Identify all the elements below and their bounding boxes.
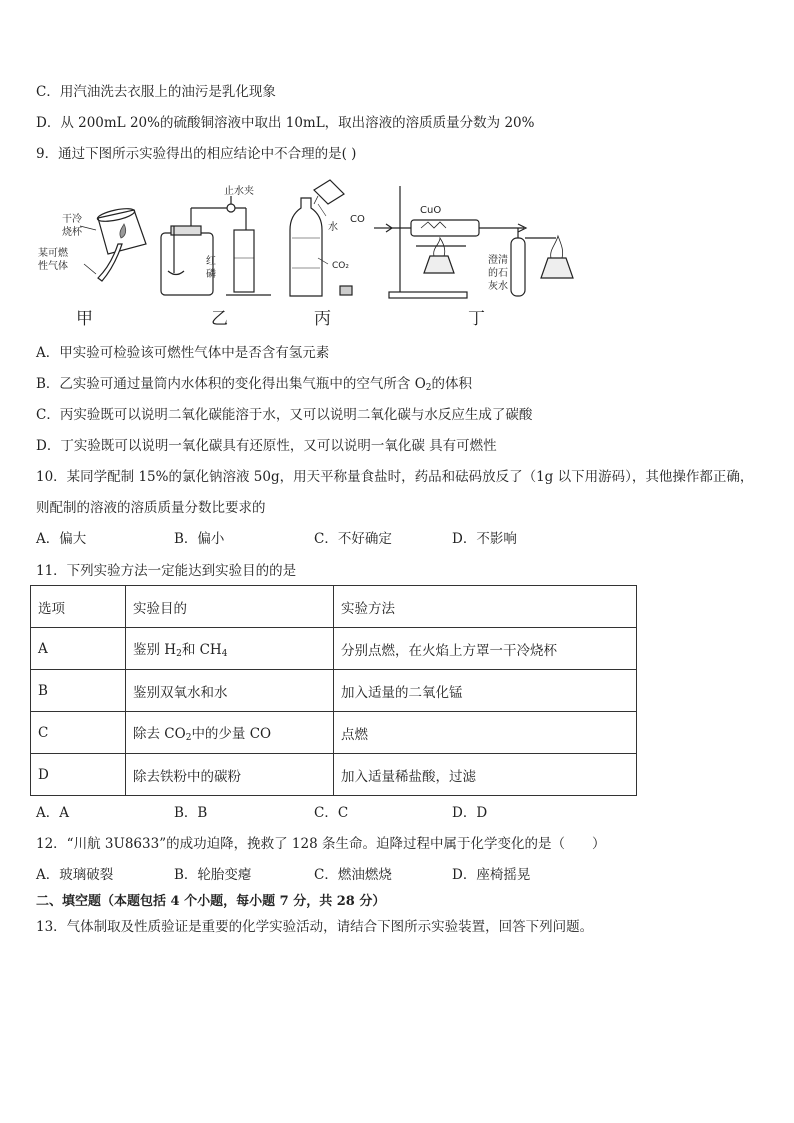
table-cell: C bbox=[31, 712, 126, 754]
q10-option-c: C．不好确定 bbox=[314, 531, 392, 547]
q11-stem: 11．下列实验方法一定能达到实验目的的是 bbox=[36, 563, 297, 579]
q9-option-b: B．乙实验可通过量筒内水体积的变化得出集气瓶中的空气所含 $O_2$的体积 bbox=[36, 376, 473, 393]
table-row bbox=[31, 628, 637, 670]
table-cell: B bbox=[31, 670, 126, 712]
label-ding: 丁 bbox=[468, 309, 485, 329]
experiment-yi bbox=[161, 184, 271, 329]
q12-option-b: B．轮胎变瘪 bbox=[174, 867, 252, 883]
q12-option-a: A．玻璃破裂 bbox=[36, 867, 114, 883]
label-yi: 乙 bbox=[211, 309, 228, 329]
table-cell: 除去铁粉中的碳粉 bbox=[126, 754, 334, 796]
cold-beaker-label-2: 烧杯 bbox=[62, 227, 82, 238]
q12-option-c: C．燃油燃烧 bbox=[314, 867, 392, 883]
red-phosphorus-label-2: 磷 bbox=[206, 269, 216, 280]
table-cell: 点燃 bbox=[334, 712, 637, 754]
table-cell: 分别点燃，在火焰上方罩一干冷烧杯 bbox=[334, 628, 637, 670]
experiment-jia bbox=[38, 206, 146, 329]
q9-option-a: A．甲实验可检验该可燃性气体中是否含有氢元素 bbox=[36, 345, 330, 361]
limewater-label-3: 灰水 bbox=[488, 281, 508, 292]
label-jia: 甲 bbox=[76, 309, 93, 329]
limewater-label-2: 的石 bbox=[488, 268, 508, 279]
co2-label: CO₂ bbox=[332, 261, 349, 271]
cold-beaker-label-1: 干冷 bbox=[62, 214, 82, 225]
table-header-cell: 实验方法 bbox=[334, 586, 637, 628]
gas-label-1: 某可燃 bbox=[38, 248, 68, 259]
q10-option-b: B．偏小 bbox=[174, 531, 225, 547]
q10-stem-line-1: 10．某同学配制 15%的氯化钠溶液 50g，用天平称量食盐时，药品和砝码放反了（1g 以下用游码），其他操作都正确， bbox=[36, 469, 754, 485]
table-cell: A bbox=[31, 628, 126, 670]
clamp-label: 止水夹 bbox=[224, 186, 254, 197]
table-cell: 鉴别双氧水和水 bbox=[126, 670, 334, 712]
q11-option-c: C．C bbox=[314, 805, 349, 821]
q13-stem: 13．气体制取及性质验证是重要的化学实验活动，请结合下图所示实验装置，回答下列问题。 bbox=[36, 919, 594, 935]
q11-option-b: B．B bbox=[174, 805, 208, 821]
q10-option-a: A．偏大 bbox=[36, 531, 87, 547]
q9-stem: 9．通过下图所示实验得出的相应结论中不合理的是( ) bbox=[36, 146, 357, 162]
table-cell: 除去 $CO_2$中的少量 CO bbox=[126, 712, 334, 754]
table-cell: D bbox=[31, 754, 126, 796]
table-header-cell: 选项 bbox=[31, 586, 126, 628]
q10-stem-line-2: 则配制的溶液的溶质质量分数比要求的 bbox=[36, 500, 266, 516]
table-cell: 加入适量的二氧化锰 bbox=[334, 670, 637, 712]
q9-experiment-figure bbox=[38, 178, 616, 329]
table-header-cell: 实验目的 bbox=[126, 586, 334, 628]
experiment-ding bbox=[350, 186, 573, 329]
q9-option-d: D．丁实验既可以说明一氧化碳具有还原性，又可以说明一氧化碳 具有可燃性 bbox=[36, 438, 497, 454]
limewater-label-1: 澄清 bbox=[488, 255, 508, 266]
table-cell: 鉴别 $H_2$和 $CH_4$ bbox=[126, 628, 334, 670]
q10-option-d: D．不影响 bbox=[452, 531, 517, 547]
table-cell: 加入适量稀盐酸，过滤 bbox=[334, 754, 637, 796]
label-bing: 丙 bbox=[314, 309, 331, 329]
q12-stem: 12．“川航 3U8633”的成功迫降，挽救了 128 条生命。迫降过程中属于化学变化的是（ ） bbox=[36, 836, 606, 852]
water-label: 水 bbox=[328, 222, 338, 233]
q11-table bbox=[30, 585, 637, 796]
experiment-diagram bbox=[38, 178, 616, 329]
red-phosphorus-label-1: 红 bbox=[206, 256, 216, 267]
q8-option-d: D．从 200mL 20%的硫酸铜溶液中取出 10mL，取出溶液的溶质质量分数为 20% bbox=[36, 115, 535, 131]
co-label: CO bbox=[350, 214, 365, 225]
section-title: 二、填空题（本题包括 4 个小题，每小题 7 分，共 28 分） bbox=[36, 894, 386, 909]
q12-option-d: D．座椅摇晃 bbox=[452, 867, 531, 883]
gas-label-2: 性气体 bbox=[38, 261, 68, 272]
table-row bbox=[31, 670, 637, 712]
q11-option-d: D．D bbox=[452, 805, 488, 821]
table-row bbox=[31, 754, 637, 796]
table-header-row bbox=[31, 586, 637, 628]
cuo-label: CuO bbox=[420, 205, 442, 216]
q9-option-c: C．丙实验既可以说明二氧化碳能溶于水，又可以说明二氧化碳与水反应生成了碳酸 bbox=[36, 407, 533, 423]
q8-option-c: C．用汽油洗去衣服上的油污是乳化现象 bbox=[36, 84, 276, 100]
table-row bbox=[31, 712, 637, 754]
experiment-bing bbox=[290, 180, 352, 329]
q11-option-a: A．A bbox=[36, 805, 69, 821]
